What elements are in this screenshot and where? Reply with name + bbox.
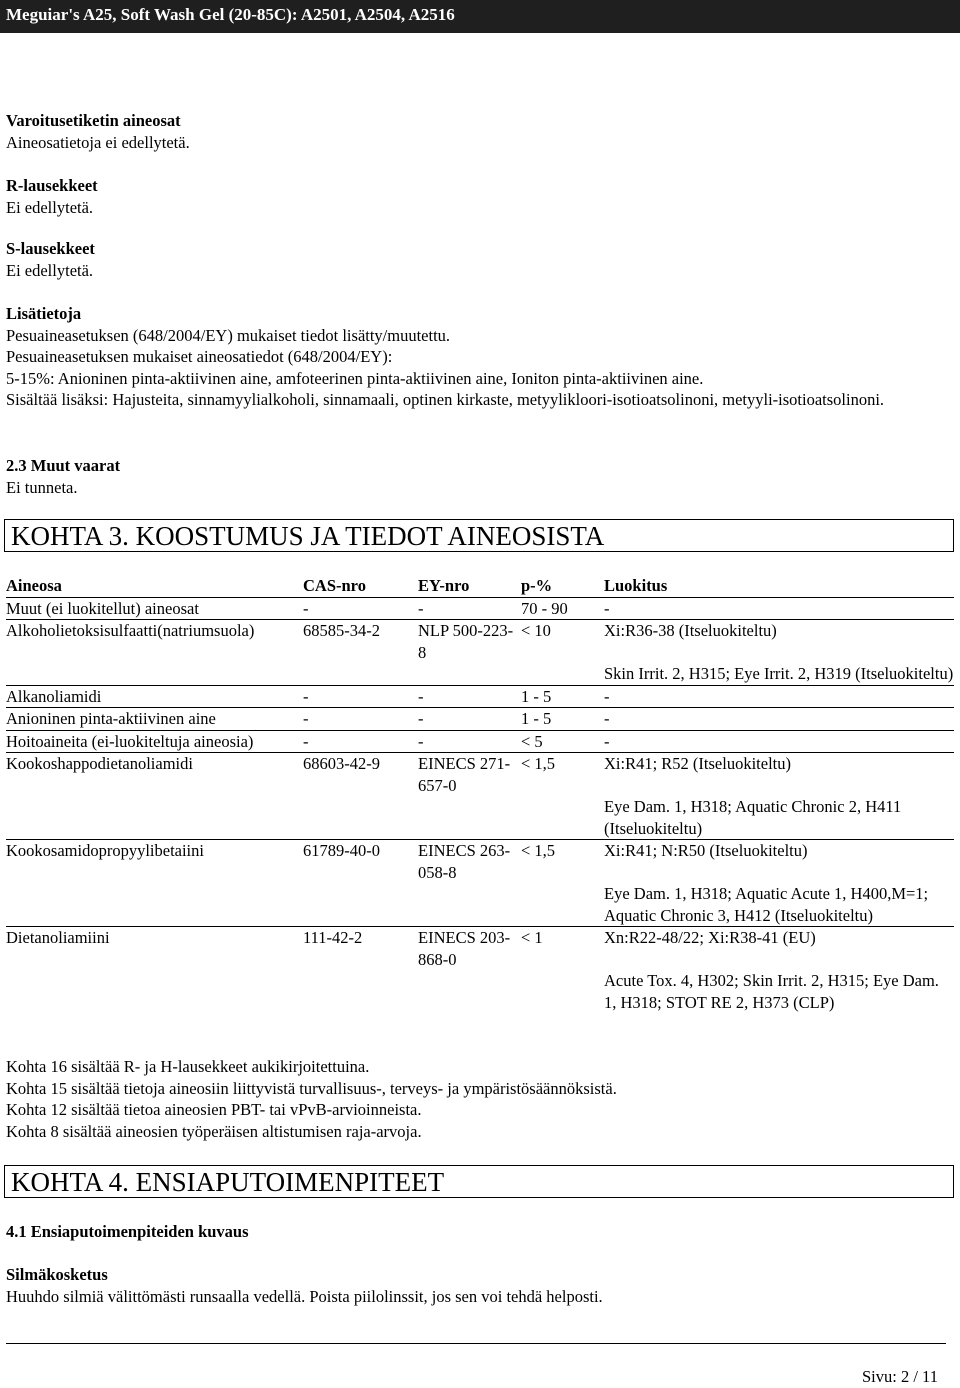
document-header [0, 0, 960, 33]
header-cell: EY-nro [418, 575, 521, 597]
header-cell: p-% [521, 575, 604, 597]
table-row [6, 708, 954, 731]
additional-info-line: 5-15%: Anioninen pinta-aktiivinen aine, amfoteerinen pinta-aktiivinen aine, Ioniton pinta-aktiivinen aine. [6, 368, 704, 388]
r-phrases-text: Ei edellytetä. [6, 197, 94, 217]
ec-number: NLP 500-223-8 [418, 620, 521, 686]
section3-title-box [4, 519, 954, 552]
additional-info-line: Sisältää lisäksi: Hajusteita, sinnamyylialkoholi, sinnamaali, optinen kirkaste, metyylikloori-isotioatsolinoni, metyyli-isotioatsolinoni. [6, 390, 885, 409]
section4-title-box [4, 1165, 954, 1198]
percentage: < 1 [521, 928, 543, 947]
percentage: < 5 [521, 730, 604, 753]
other-hazards-block [6, 455, 954, 498]
document-title: Meguiar's A25, Soft Wash Gel (20-85C): A2501, A2504, A2516 [6, 5, 455, 24]
table-row [6, 597, 954, 620]
ingredient-name: Alkanoliamidi [6, 685, 303, 708]
table-row [6, 840, 954, 927]
s-phrases-block [6, 238, 954, 281]
classification [604, 927, 954, 1014]
note-line: Kohta 8 sisältää aineosien työperäisen altistumisen raja-arvoja. [6, 1121, 422, 1141]
classification [604, 730, 954, 753]
other-hazards-heading: 2.3 Muut vaarat [6, 456, 121, 475]
eye-contact-heading: Silmäkosketus [6, 1265, 108, 1284]
table-row [6, 753, 954, 840]
classification [604, 685, 954, 708]
additional-info-line: Pesuaineasetuksen (648/2004/EY) mukaiset tiedot lisätty/muutettu. [6, 325, 451, 345]
classification-primary: - [604, 598, 610, 618]
table-row [6, 620, 954, 686]
ingredient-name: Muut (ei luokitellut) aineosat [6, 597, 303, 620]
ec-number: - [418, 597, 521, 620]
cas-number: 68603-42-9 [303, 753, 418, 840]
r-phrases-block [6, 175, 954, 218]
classification [604, 840, 954, 927]
first-aid-subheading: 4.1 Ensiaputoimenpiteiden kuvaus [6, 1222, 249, 1241]
r-phrases-heading: R-lausekkeet [6, 176, 98, 195]
classification-clp: Eye Dam. 1, H318; Aquatic Chronic 2, H411 (Itseluokiteltu) [604, 797, 902, 838]
section3-notes [6, 1056, 954, 1142]
ec-number: - [418, 708, 521, 731]
header-cell: CAS-nro [303, 575, 418, 597]
cas-number: - [303, 708, 418, 731]
percentage: 70 - 90 [521, 597, 604, 620]
footer-divider [6, 1343, 946, 1344]
header-cell: Luokitus [604, 575, 954, 597]
classification-primary: Xi:R36-38 (Itseluokiteltu) [604, 621, 777, 640]
classification-clp: Skin Irrit. 2, H315; Eye Irrit. 2, H319 (Itseluokiteltu) [604, 664, 954, 683]
ingredient-name: Alkoholietoksisulfaatti(natriumsuola) [6, 620, 303, 686]
classification-clp: Acute Tox. 4, H302; Skin Irrit. 2, H315; Eye Dam. 1, H318; STOT RE 2, H373 (CLP) [604, 971, 939, 1012]
header-cell: Aineosa [6, 575, 303, 597]
note-line: Kohta 15 sisältää tietoja aineosiin liittyvistä turvallisuus-, terveys- ja ympäristösäännöksistä. [6, 1078, 617, 1098]
s-phrases-heading: S-lausekkeet [6, 239, 95, 258]
ingredient-name: Hoitoaineita (ei-luokiteltuja aineosia) [6, 730, 303, 753]
label-ingredients-text: Aineosatietoja ei edellytetä. [6, 132, 190, 152]
eye-contact-text: Huuhdo silmiä välittömästi runsaalla vedellä. Poista piilolinssit, jos sen voi tehdä helposti. [6, 1286, 603, 1306]
classification-primary: Xn:R22-48/22; Xi:R38-41 (EU) [604, 928, 816, 947]
cas-number: 68585-34-2 [303, 620, 418, 686]
s-phrases-text: Ei edellytetä. [6, 260, 94, 280]
additional-info-heading: Lisätietoja [6, 304, 82, 323]
additional-info-line: Pesuaineasetuksen mukaiset aineosatiedot (648/2004/EY): [6, 347, 393, 366]
additional-info-block [6, 303, 954, 411]
classification-primary: Xi:R41; N:R50 (Itseluokiteltu) [604, 841, 808, 860]
note-line: Kohta 16 sisältää R- ja H-lausekkeet aukikirjoitettuina. [6, 1057, 370, 1076]
table-row [6, 730, 954, 753]
section3-title: KOHTA 3. KOOSTUMUS JA TIEDOT AINEOSISTA [11, 521, 605, 551]
section4-title: KOHTA 4. ENSIAPUTOIMENPITEET [11, 1167, 445, 1197]
ec-number: EINECS 263-058-8 [418, 840, 521, 927]
cas-number: - [303, 730, 418, 753]
cas-number: - [303, 597, 418, 620]
classification [604, 620, 954, 686]
classification-primary: - [604, 709, 610, 728]
percentage: < 10 [521, 620, 604, 686]
classification-clp: Eye Dam. 1, H318; Aquatic Acute 1, H400,M=1; Aquatic Chronic 3, H412 (Itseluokiteltu) [604, 884, 929, 925]
ec-number: - [418, 685, 521, 708]
label-ingredients-block [6, 110, 954, 153]
table-header-row [6, 575, 954, 597]
ingredient-name: Kookoshappodietanoliamidi [6, 753, 303, 840]
classification [604, 597, 954, 620]
ec-number: - [418, 730, 521, 753]
classification-primary: - [604, 731, 610, 751]
ingredient-name: Dietanoliamiini [6, 928, 110, 947]
table-row [6, 927, 954, 1014]
eye-contact-block [6, 1264, 954, 1307]
cas-number: 61789-40-0 [303, 840, 418, 927]
percentage: < 1,5 [521, 753, 604, 840]
first-aid-block [6, 1221, 954, 1243]
classification [604, 753, 954, 840]
page-number: Sivu: 2 / 11 [862, 1367, 938, 1386]
percentage: 1 - 5 [521, 708, 604, 731]
cas-number: - [303, 685, 418, 708]
ec-number: EINECS 203-868-0 [418, 928, 511, 969]
ec-number: EINECS 271-657-0 [418, 753, 521, 840]
classification-primary: - [604, 686, 610, 706]
note-line: Kohta 12 sisältää tietoa aineosien PBT- tai vPvB-arvioinneista. [6, 1100, 422, 1119]
percentage: < 1,5 [521, 840, 604, 927]
composition-table [6, 575, 954, 1013]
classification-primary: Xi:R41; R52 (Itseluokiteltu) [604, 754, 791, 773]
ingredient-name: Anioninen pinta-aktiivinen aine [6, 708, 303, 731]
other-hazards-text: Ei tunneta. [6, 477, 78, 497]
table-row [6, 685, 954, 708]
classification [604, 708, 954, 731]
percentage: 1 - 5 [521, 685, 604, 708]
ingredient-name: Kookosamidopropyylibetaiini [6, 840, 303, 927]
label-ingredients-heading: Varoitusetiketin aineosat [6, 111, 181, 130]
cas-number: 111-42-2 [303, 928, 363, 947]
